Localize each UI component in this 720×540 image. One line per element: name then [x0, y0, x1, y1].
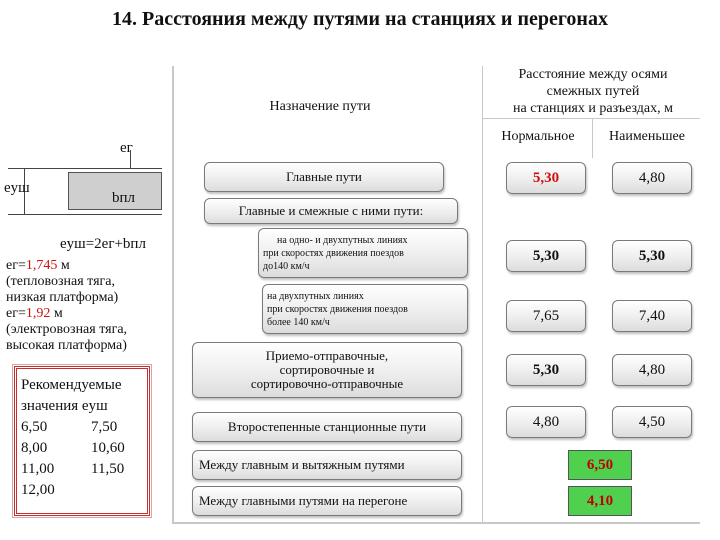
- header-distance-line: Расстояние между осями: [518, 67, 668, 82]
- recommended-value: 11,00: [21, 461, 55, 477]
- table-bottom-border: [172, 522, 700, 524]
- row-secondary-label: [192, 412, 462, 442]
- diagram-e-ush-label: eуш: [4, 180, 30, 196]
- note-eg2-desc: высокая платформа): [6, 338, 127, 353]
- header-purpose: Назначение пути: [269, 99, 371, 114]
- row-label-text: Между главным и вытяжным путями: [199, 457, 405, 472]
- diagram-track-line: [8, 168, 162, 169]
- table-column-divider: [482, 66, 483, 522]
- row-receiving-label: [192, 342, 462, 398]
- row-main-exhaust-value: 6,50: [568, 450, 632, 480]
- row-adjacent-header: [204, 198, 458, 224]
- row-receiving-minimal: 4,80: [612, 354, 692, 386]
- recommended-subtitle: значения eуш: [21, 398, 108, 414]
- recommended-title: Рекомендуемые: [21, 377, 122, 393]
- row-label-text: Второстепенные станционные пути: [227, 419, 427, 434]
- header-distance: [486, 66, 700, 117]
- note-eg1-desc: (тепловозная тяга,: [6, 274, 115, 289]
- recommended-value: 8,00: [21, 440, 48, 456]
- row-double-high-normal: 7,65: [506, 300, 586, 332]
- row-main-normal: 5,30: [506, 162, 586, 194]
- row-single-double-label: [258, 228, 468, 278]
- row-label-text: Главные пути: [286, 169, 362, 184]
- note-eg1-unit: м: [57, 258, 70, 273]
- recommended-row: [21, 438, 143, 459]
- notes-block: [6, 258, 166, 354]
- row-double-high-label: [262, 284, 468, 334]
- row-receiving-normal: 5,30: [506, 354, 586, 386]
- note-eg2-value: 1,92: [25, 306, 51, 321]
- row-label-line: более 140 км/ч: [267, 316, 330, 328]
- recommended-value: 7,50: [91, 419, 118, 435]
- diagram-e-g-label: eг: [120, 140, 133, 156]
- diagram-formula: eуш=2eг+bпл: [60, 236, 146, 252]
- diagram-track-line: [8, 214, 162, 215]
- table-subheader-divider: [592, 118, 593, 158]
- row-main-minimal: 4,80: [612, 162, 692, 194]
- recommended-value: 12,00: [21, 482, 55, 498]
- row-label-line: на двухпутных линиях: [267, 290, 364, 302]
- row-label-text: Между главными путями на перегоне: [199, 493, 408, 508]
- recommended-values-box: [14, 366, 150, 516]
- header-minimal: Наименьшее: [609, 129, 685, 144]
- note-eg2-unit: м: [50, 306, 63, 321]
- recommended-row: [21, 459, 143, 480]
- row-secondary-minimal: 4,50: [612, 406, 692, 438]
- row-label-line: на одно- и двухпутных линиях: [277, 234, 408, 246]
- page-title: 14. Расстояния между путями на станциях и перегонах: [112, 8, 608, 30]
- header-distance-line: на станциях и разъездах, м: [513, 101, 673, 116]
- row-label-line: сортировочные и: [279, 362, 375, 377]
- note-eg2-desc: (электровозная тяга,: [6, 322, 128, 337]
- row-main-stage-label: [192, 486, 462, 516]
- row-label-line: до140 км/ч: [263, 260, 310, 272]
- row-single-double-minimal: 5,30: [612, 240, 692, 272]
- diagram-b-pl-label: bпл: [112, 190, 136, 206]
- note-eg1-value: 1,745: [25, 258, 58, 273]
- recommended-value: 11,50: [91, 461, 125, 477]
- row-main-label: [204, 162, 444, 192]
- recommended-value: 6,50: [21, 419, 48, 435]
- header-distance-line: смежных путей: [546, 84, 640, 99]
- row-double-high-minimal: 7,40: [612, 300, 692, 332]
- row-label-line: Приемо-отправочные,: [265, 348, 389, 363]
- table-left-border: [172, 66, 174, 524]
- note-eg1-desc: низкая платформа): [6, 290, 119, 305]
- recommended-row: [21, 480, 143, 501]
- note-eg1-prefix: eг=: [6, 258, 26, 273]
- row-label-line: при скоростях движения поездов: [263, 247, 404, 259]
- row-single-double-normal: 5,30: [506, 240, 586, 272]
- row-main-exhaust-label: [192, 450, 462, 480]
- table-header-divider: [482, 118, 700, 119]
- header-normal: Нормальное: [501, 129, 575, 144]
- recommended-value: 10,60: [91, 440, 125, 456]
- recommended-row: [21, 417, 143, 438]
- note-eg2-prefix: eг=: [6, 306, 26, 321]
- row-label-text: Главные и смежные с ними пути:: [238, 203, 424, 218]
- row-secondary-normal: 4,80: [506, 406, 586, 438]
- row-label-line: сортировочно-отправочные: [250, 376, 404, 391]
- row-main-stage-value: 4,10: [568, 486, 632, 516]
- row-label-line: при скоростях движения поездов: [267, 303, 408, 315]
